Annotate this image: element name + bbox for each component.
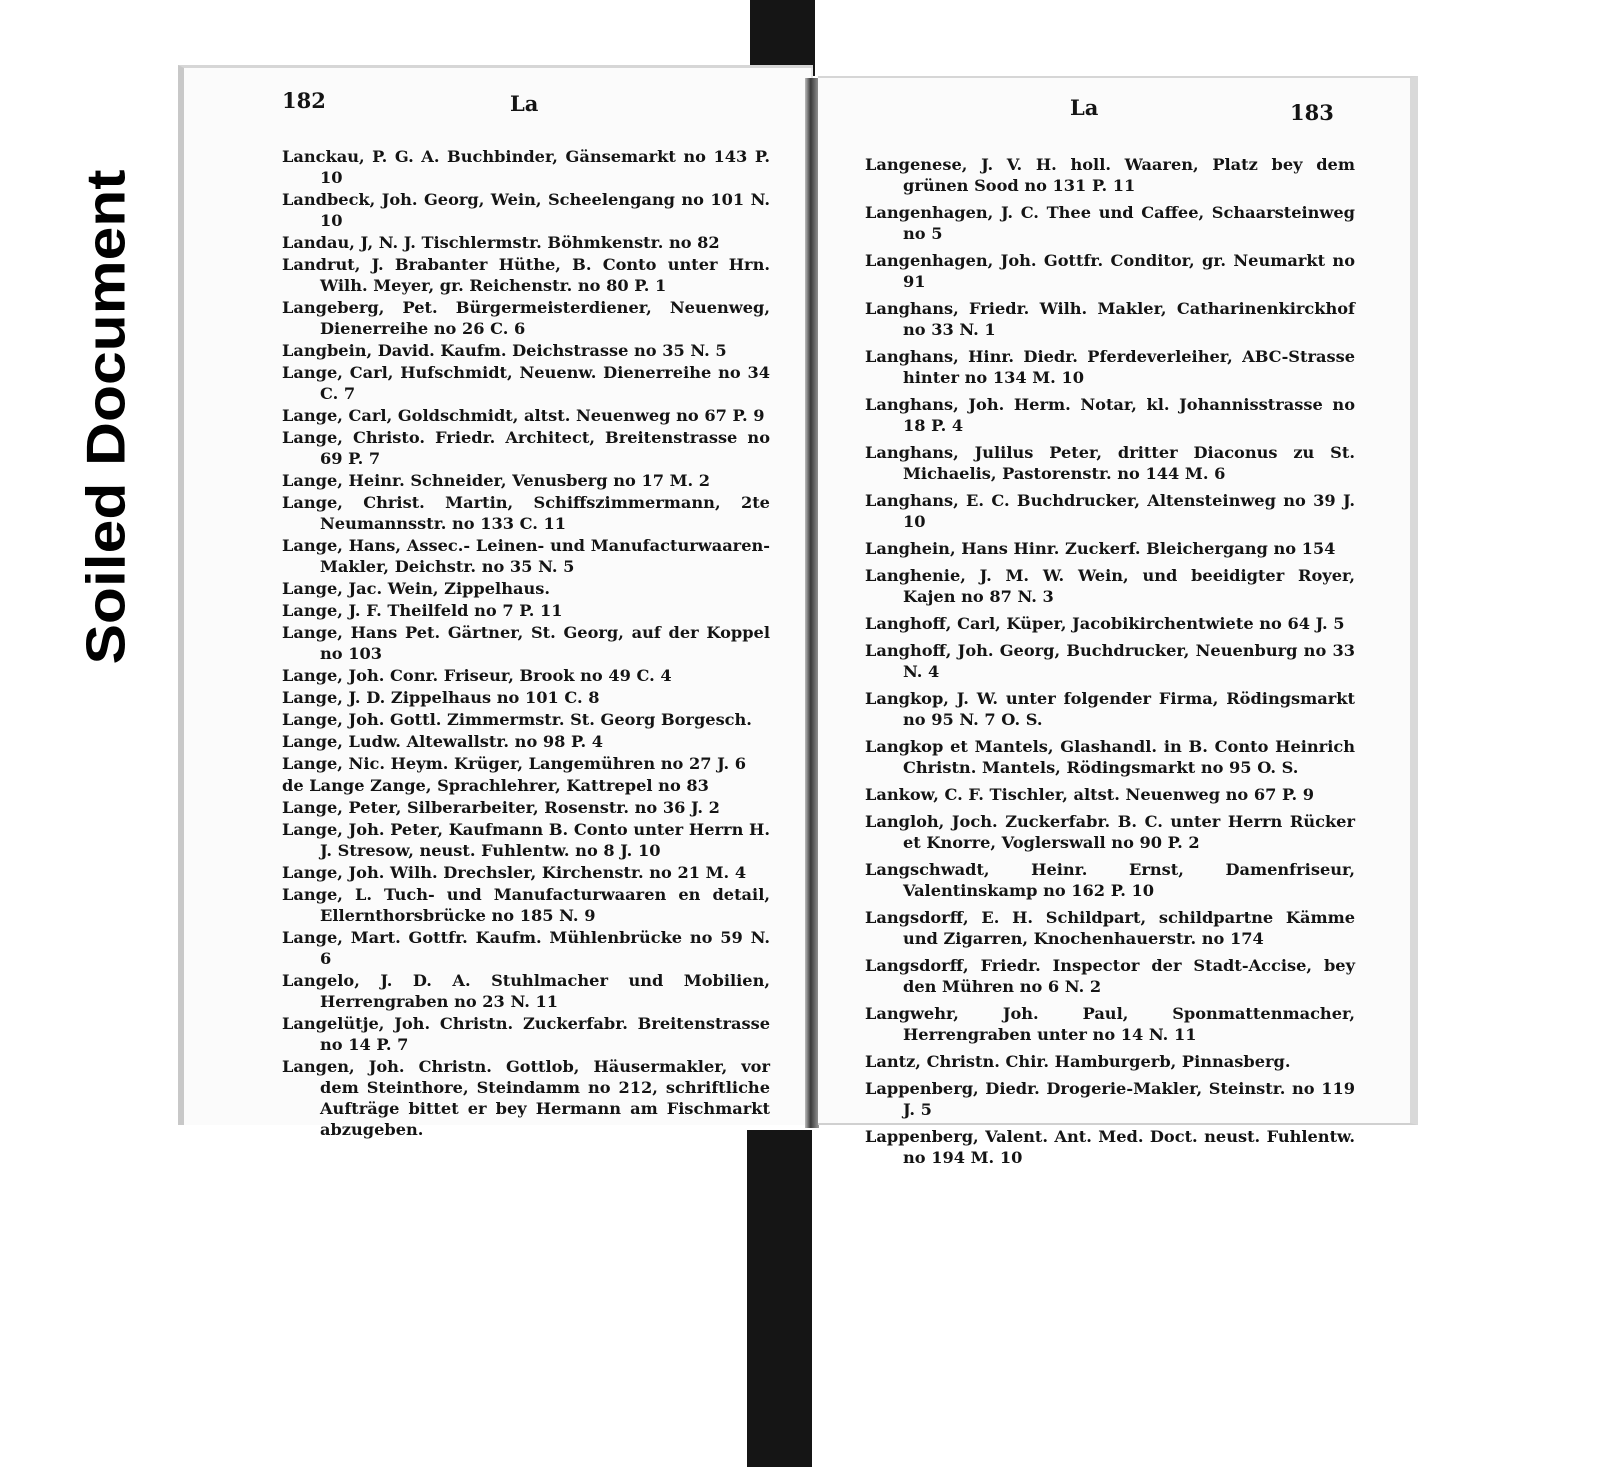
directory-entry: Langhans, Joh. Herm. Notar, kl. Johannisstrasse no 18 P. 4	[865, 395, 1355, 435]
directory-entry: Langenese, J. V. H. holl. Waaren, Platz bey dem grünen Sood no 131 P. 11	[865, 155, 1355, 195]
directory-entry: Landbeck, Joh. Georg, Wein, Scheelengang no 101 N. 10	[282, 190, 770, 230]
directory-entry: Lange, Hans Pet. Gärtner, St. Georg, auf der Koppel no 103	[282, 623, 770, 663]
right-page-number: 183	[1290, 100, 1334, 125]
directory-entry: Langwehr, Joh. Paul, Sponmattenmacher, Herrengraben unter no 14 N. 11	[865, 1004, 1355, 1044]
directory-entry: Langhans, E. C. Buchdrucker, Altensteinweg no 39 J. 10	[865, 491, 1355, 531]
right-entries-list	[865, 154, 1355, 1174]
directory-entry: Lange, Nic. Heym. Krüger, Langemühren no 27 J. 6	[282, 754, 747, 773]
directory-entry: Lange, Heinr. Schneider, Venusberg no 17 M. 2	[282, 471, 711, 490]
directory-entry: Langenhagen, Joh. Gottfr. Conditor, gr. Neumarkt no 91	[865, 251, 1355, 291]
directory-entry: Lankow, C. F. Tischler, altst. Neuenweg no 67 P. 9	[865, 785, 1315, 804]
directory-entry: Lange, Carl, Hufschmidt, Neuenw. Dienerreihe no 34 C. 7	[282, 363, 770, 403]
directory-entry: Langhans, Friedr. Wilh. Makler, Catharinenkirckhof no 33 N. 1	[865, 299, 1355, 339]
directory-entry: Langbein, David. Kaufm. Deichstrasse no 35 N. 5	[282, 341, 727, 360]
left-page	[178, 65, 813, 1139]
directory-entry: Langen, Joh. Christn. Gottlob, Häusermakler, vor dem Steinthore, Steindamm no 212, schriftliche Aufträge bittet er bey Hermann am Fischmarkt abzugeben.	[282, 1057, 770, 1139]
right-page	[818, 76, 1418, 1167]
right-page-header: La	[1070, 95, 1099, 120]
directory-entry: Langelo, J. D. A. Stuhlmacher und Mobilien, Herrengraben no 23 N. 11	[282, 971, 770, 1011]
directory-entry: Langloh, Joch. Zuckerfabr. B. C. unter Herrn Rücker et Knorre, Voglerswall no 90 P. 2	[865, 812, 1355, 852]
directory-entry: Langhein, Hans Hinr. Zuckerf. Bleichergang no 154	[865, 539, 1336, 558]
directory-entry: Lappenberg, Diedr. Drogerie-Makler, Steinstr. no 119 J. 5	[865, 1079, 1355, 1119]
directory-entry: Lange, Joh. Peter, Kaufmann B. Conto unter Herrn H. J. Stresow, neust. Fuhlentw. no 8 J. 10	[282, 820, 770, 860]
directory-entry: Lange, Mart. Gottfr. Kaufm. Mühlenbrücke no 59 N. 6	[282, 928, 770, 968]
directory-entry: Lange, J. D. Zippelhaus no 101 C. 8	[282, 688, 600, 707]
directory-entry: Lappenberg, Valent. Ant. Med. Doct. neust. Fuhlentw. no 194 M. 10	[865, 1127, 1355, 1167]
left-entries-list	[282, 146, 770, 1141]
directory-entry: Lange, Peter, Silberarbeiter, Rosenstr. no 36 J. 2	[282, 798, 720, 817]
directory-entry: Langhoff, Joh. Georg, Buchdrucker, Neuenburg no 33 N. 4	[865, 641, 1355, 681]
directory-entry: Langhenie, J. M. W. Wein, und beeidigter Royer, Kajen no 87 N. 3	[865, 566, 1355, 606]
left-page-number: 182	[282, 88, 326, 113]
book-gutter	[805, 78, 819, 1128]
directory-entry: Langsdorff, Friedr. Inspector der Stadt-Accise, bey den Mühren no 6 N. 2	[865, 956, 1355, 996]
directory-entry: Langhoff, Carl, Küper, Jacobikirchentwiete no 64 J. 5	[865, 614, 1345, 633]
directory-entry: Lange, Jac. Wein, Zippelhaus.	[282, 579, 550, 598]
left-page-header: La	[510, 91, 539, 116]
directory-entry: Lange, L. Tuch- und Manufacturwaaren en detail, Ellernthorsbrücke no 185 N. 9	[282, 885, 770, 925]
soiled-document-stamp	[75, 165, 145, 670]
stamp-label: Soiled Document	[75, 215, 137, 665]
directory-entry: Lange, Hans, Assec.- Leinen- und Manufacturwaaren-Makler, Deichstr. no 35 N. 5	[282, 536, 770, 576]
directory-entry: Langenhagen, J. C. Thee und Caffee, Schaarsteinweg no 5	[865, 203, 1355, 243]
directory-entry: Landrut, J. Brabanter Hüthe, B. Conto unter Hrn. Wilh. Meyer, gr. Reichenstr. no 80 P. 1	[282, 255, 770, 295]
directory-entry: Lange, Carl, Goldschmidt, altst. Neuenweg no 67 P. 9	[282, 406, 765, 425]
directory-entry: Langeberg, Pet. Bürgermeisterdiener, Neuenweg, Dienerreihe no 26 C. 6	[282, 298, 770, 338]
directory-entry: Landau, J, N. J. Tischlermstr. Böhmkenstr. no 82	[282, 233, 720, 252]
spine-bottom	[747, 1130, 812, 1467]
directory-entry: Langsdorff, E. H. Schildpart, schildpartne Kämme und Zigarren, Knochenhauerstr. no 174	[865, 908, 1355, 948]
directory-entry: Langhans, Hinr. Diedr. Pferdeverleiher, ABC-Strasse hinter no 134 M. 10	[865, 347, 1355, 387]
directory-entry: de Lange Zange, Sprachlehrer, Kattrepel no 83	[282, 776, 709, 795]
directory-entry: Lantz, Christn. Chir. Hamburgerb, Pinnasberg.	[865, 1052, 1291, 1071]
directory-entry: Langkop, J. W. unter folgender Firma, Rödingsmarkt no 95 N. 7 O. S.	[865, 689, 1355, 729]
directory-entry: Lange, Joh. Wilh. Drechsler, Kirchenstr. no 21 M. 4	[282, 863, 747, 882]
directory-entry: Langschwadt, Heinr. Ernst, Damenfriseur, Valentinskamp no 162 P. 10	[865, 860, 1355, 900]
directory-entry: Langhans, Julilus Peter, dritter Diaconus zu St. Michaelis, Pastorenstr. no 144 M. 6	[865, 443, 1355, 483]
directory-entry: Lange, Christo. Friedr. Architect, Breitenstrasse no 69 P. 7	[282, 428, 770, 468]
directory-entry: Langkop et Mantels, Glashandl. in B. Conto Heinrich Christn. Mantels, Rödingsmarkt no 95 O. S.	[865, 737, 1355, 777]
directory-entry: Lange, Ludw. Altewallstr. no 98 P. 4	[282, 732, 604, 751]
directory-entry: Lange, Christ. Martin, Schiffszimmermann, 2te Neumannsstr. no 133 C. 11	[282, 493, 770, 533]
directory-entry: Lange, Joh. Conr. Friseur, Brook no 49 C. 4	[282, 666, 672, 685]
directory-entry: Lange, J. F. Theilfeld no 7 P. 11	[282, 601, 563, 620]
directory-entry: Lanckau, P. G. A. Buchbinder, Gänsemarkt no 143 P. 10	[282, 147, 770, 187]
directory-entry: Lange, Joh. Gottl. Zimmermstr. St. Georg Borgesch.	[282, 710, 752, 729]
directory-entry: Langelütje, Joh. Christn. Zuckerfabr. Breitenstrasse no 14 P. 7	[282, 1014, 770, 1054]
